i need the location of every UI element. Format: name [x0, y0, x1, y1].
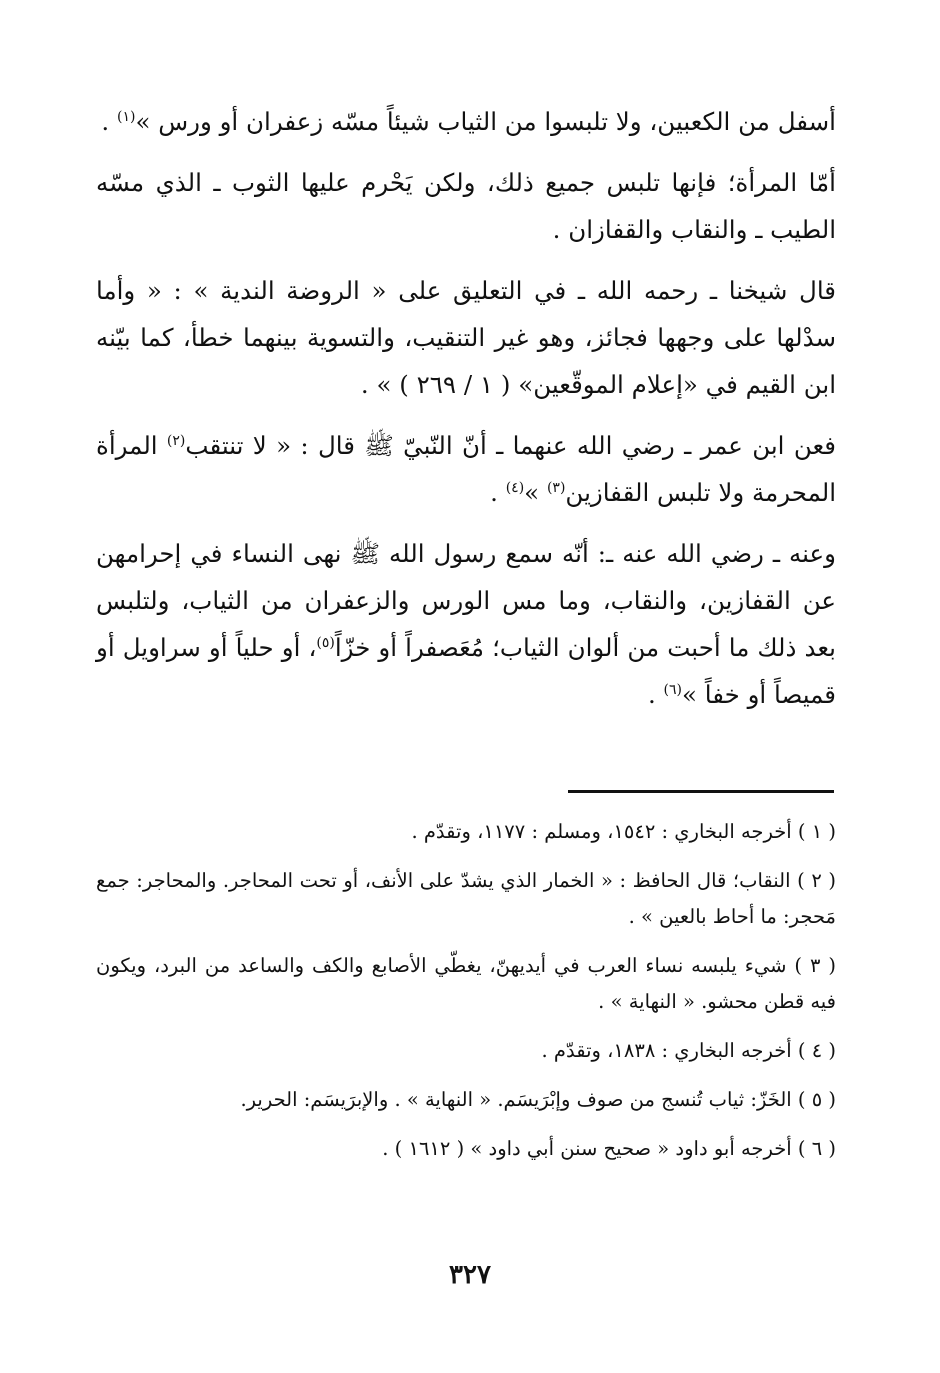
- paragraph-5: [96, 530, 836, 718]
- footnote-6: ( ٦ ) أخرجه أبو داود « صحيح سنن أبي داود » ( ١٦١٢ ) .: [382, 1137, 836, 1160]
- paragraph-1-text: أسفل من الكعبين، ولا تلبسوا من الثياب شيئاً مسّه زعفران أو ورس »: [135, 107, 836, 136]
- paragraph-1: [96, 98, 836, 145]
- main-text: [96, 98, 836, 732]
- paragraph-2: أمّا المرأة؛ فإنها تلبس جميع ذلك، ولكن يَحْرم عليها الثوب ـ الذي مسّه الطيب ـ والنقاب والقفازان .: [96, 168, 836, 244]
- footnote-ref-6[interactable]: (٦): [663, 682, 683, 698]
- paragraph-5-part-b: ، أو حلياً أو سراويل أو قميصاً أو خفاً »: [96, 633, 836, 709]
- footnote-3: ( ٣ ) شيء يلبسه نساء العرب في أيديهنّ، يغطّي الأصابع والكف والساعد من البرد، ويكون فيه قطن محشو. « النهاية » .: [96, 954, 836, 1013]
- footnote-1: ( ١ ) أخرجه البخاري : ١٥٤٢، ومسلم : ١١٧٧، وتقدّم .: [411, 820, 836, 843]
- paragraph-5-part-a: وعنه ـ رضي الله عنه ـ: أنّه سمع رسول الله ﷺ نهى النساء في إحرامهن عن القفازين، والنقاب، وما مس الورس والزعفران من الثياب، ولتلبس بعد ذلك ما أحبت من ألوان الثياب؛ مُعَصفراً أو خزّاً: [96, 539, 837, 662]
- paragraph-4-part-d: .: [490, 478, 506, 507]
- page-number: ٣٢٧: [449, 1260, 491, 1290]
- footnote-ref-2[interactable]: (٢): [166, 433, 186, 449]
- footnote-ref-3[interactable]: (٣): [546, 480, 566, 496]
- paragraph-5-part-c: .: [647, 680, 664, 709]
- paragraph-4: [96, 422, 836, 516]
- paragraph-4-part-a: فعن ابن عمر ـ رضي الله عنهما ـ أنّ النّبيّ ﷺ قال : « لا تنتقب: [185, 431, 836, 460]
- paragraph-3: قال شيخنا ـ رحمه الله ـ في التعليق على « الروضة الندية » : « وأما سدْلها على وجهها فجائز، وهو غير التنقيب، والتسوية بينهما خطأ، كما بيّنه ابن القيم في «إعلام الموقّعين» ( ١ / ٢٦٩ ) » .: [96, 276, 836, 399]
- footnote-2: ( ٢ ) النقاب؛ قال الحافظ : « الخمار الذي يشدّ على الأنف، أو تحت المحاجر. والمحاجر: جمع مَحجر: ما أحاط بالعين » .: [96, 869, 836, 928]
- paragraph-4-part-b: المرأة المحرمة ولا تلبس القفازين: [96, 431, 836, 507]
- footnote-4: ( ٤ ) أخرجه البخاري : ١٨٣٨، وتقدّم .: [541, 1039, 836, 1062]
- footnote-ref-5[interactable]: (٥): [316, 635, 335, 651]
- footnotes: [96, 814, 836, 1180]
- footnote-ref-1[interactable]: (١): [116, 109, 136, 125]
- footnote-5: ( ٥ ) الخَزّ: ثياب تُنسج من صوف وإبْرَيسَم. « النهاية » . والإبرَيسَم: الحرير.: [240, 1088, 836, 1111]
- footnote-ref-4[interactable]: (٤): [505, 480, 525, 496]
- paragraph-4-part-c: »: [524, 478, 547, 507]
- footnote-separator: [568, 790, 834, 793]
- paragraph-1-end: .: [101, 107, 117, 136]
